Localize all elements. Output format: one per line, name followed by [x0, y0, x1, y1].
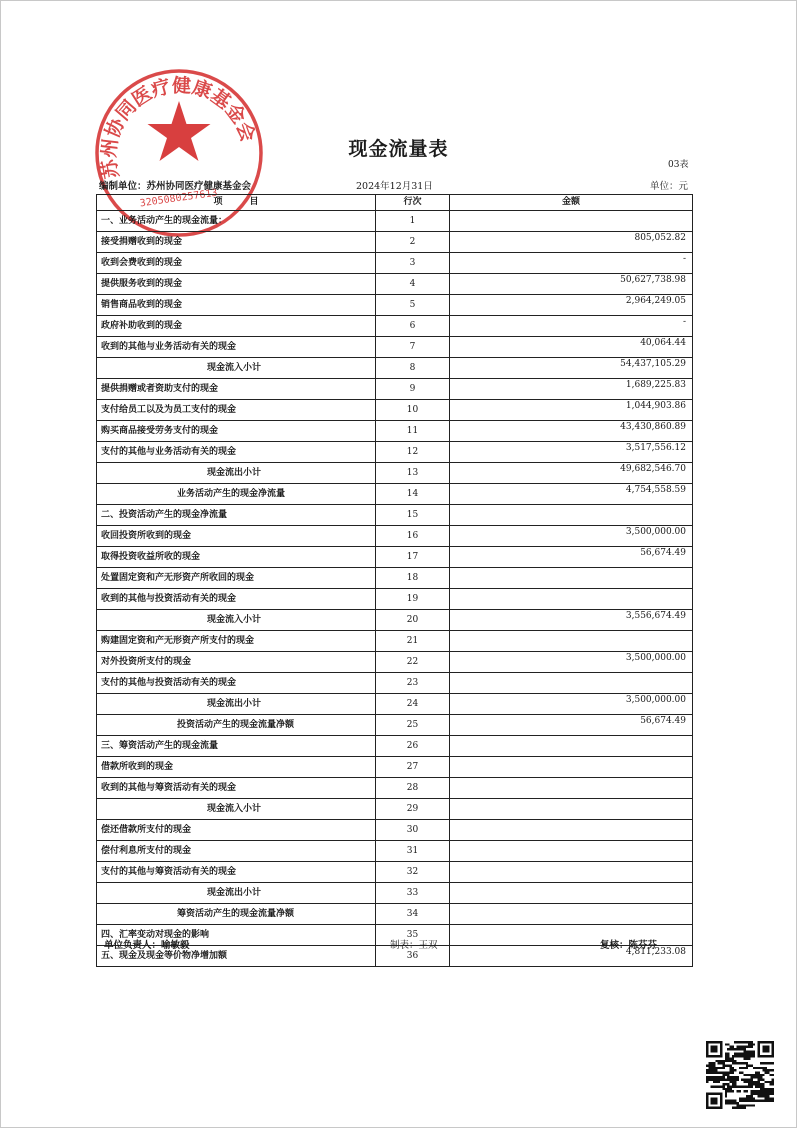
row-amount: 805,052.82: [450, 232, 693, 253]
row-line-number: 27: [376, 757, 450, 778]
row-item: 收到的其他与投资活动有关的现金: [97, 589, 376, 610]
row-item: 现金流出小计: [97, 694, 376, 715]
row-line-number: 22: [376, 652, 450, 673]
row-line-number: 9: [376, 379, 450, 400]
row-amount: [450, 778, 693, 799]
table-row: [97, 337, 693, 358]
row-item: 购买商品接受劳务支付的现金: [97, 421, 376, 442]
row-amount: 1,044,903.86: [450, 400, 693, 421]
table-row: [97, 736, 693, 757]
row-amount: 3,556,674.49: [450, 610, 693, 631]
row-item: 购建固定资和产无形资产所支付的现金: [97, 631, 376, 652]
row-item: 提供捐赠或者资助支付的现金: [97, 379, 376, 400]
preparer-signature: 制表：王双: [390, 940, 438, 951]
row-line-number: 33: [376, 883, 450, 904]
row-item: 支付的其他与投资活动有关的现金: [97, 673, 376, 694]
row-line-number: 6: [376, 316, 450, 337]
row-amount: [450, 211, 693, 232]
row-line-number: 21: [376, 631, 450, 652]
row-amount: 49,682,546.70: [450, 463, 693, 484]
cash-flow-table: [96, 194, 693, 967]
row-line-number: 29: [376, 799, 450, 820]
row-line-number: 3: [376, 253, 450, 274]
table-row: [97, 673, 693, 694]
org-label: 编制单位：苏州协同医疗健康基金会: [99, 181, 252, 192]
row-item: 偿还借款所支付的现金: [97, 820, 376, 841]
row-item: 偿付利息所支付的现金: [97, 841, 376, 862]
row-amount: 54,437,105.29: [450, 358, 693, 379]
table-row: [97, 883, 693, 904]
row-item: 筹资活动产生的现金流量净额: [97, 904, 376, 925]
table-row: [97, 589, 693, 610]
row-amount: [450, 568, 693, 589]
row-item: 二、投资活动产生的现金净流量: [97, 505, 376, 526]
row-line-number: 25: [376, 715, 450, 736]
table-row: [97, 379, 693, 400]
table-row: [97, 820, 693, 841]
row-amount: 43,430,860.89: [450, 421, 693, 442]
table-row: [97, 841, 693, 862]
header-amount: 金额: [450, 195, 693, 211]
row-line-number: 30: [376, 820, 450, 841]
row-line-number: 14: [376, 484, 450, 505]
table-row: [97, 400, 693, 421]
table-row: [97, 442, 693, 463]
row-amount: [450, 820, 693, 841]
row-item: 投资活动产生的现金流量净额: [97, 715, 376, 736]
table-header-row: [97, 195, 693, 211]
table-row: [97, 253, 693, 274]
row-amount: [450, 631, 693, 652]
row-line-number: 1: [376, 211, 450, 232]
row-amount: 3,500,000.00: [450, 652, 693, 673]
row-amount: [450, 505, 693, 526]
row-line-number: 2: [376, 232, 450, 253]
table-row: [97, 862, 693, 883]
row-item: 收到的其他与业务活动有关的现金: [97, 337, 376, 358]
row-item: 销售商品收到的现金: [97, 295, 376, 316]
row-amount: [450, 904, 693, 925]
row-line-number: 5: [376, 295, 450, 316]
row-amount: 1,689,225.83: [450, 379, 693, 400]
row-line-number: 15: [376, 505, 450, 526]
row-line-number: 12: [376, 442, 450, 463]
table-row: [97, 505, 693, 526]
table-row: [97, 610, 693, 631]
row-line-number: 32: [376, 862, 450, 883]
table-row: [97, 526, 693, 547]
row-item: 支付给员工以及为员工支付的现金: [97, 400, 376, 421]
table-body: [97, 211, 693, 967]
table-row: [97, 358, 693, 379]
table-row: [97, 631, 693, 652]
table-row: [97, 232, 693, 253]
row-amount: 50,627,738.98: [450, 274, 693, 295]
row-amount: [450, 883, 693, 904]
row-item: 取得投资收益所收的现金: [97, 547, 376, 568]
seal-number: 3205080257613: [139, 187, 219, 210]
row-item: 支付的其他与业务活动有关的现金: [97, 442, 376, 463]
row-item: 政府补助收到的现金: [97, 316, 376, 337]
table-row: [97, 211, 693, 232]
row-item: 收到的其他与筹资活动有关的现金: [97, 778, 376, 799]
row-amount: 2,964,249.05: [450, 295, 693, 316]
row-line-number: 7: [376, 337, 450, 358]
qr-code-icon: [706, 1041, 774, 1109]
row-item: 接受捐赠收到的现金: [97, 232, 376, 253]
row-amount: [450, 862, 693, 883]
table-row: [97, 295, 693, 316]
row-item: 五、现金及现金等价物净增加额: [97, 946, 376, 967]
table-row: [97, 484, 693, 505]
row-line-number: 26: [376, 736, 450, 757]
row-item: 借款所收到的现金: [97, 757, 376, 778]
row-line-number: 31: [376, 841, 450, 862]
row-line-number: 34: [376, 904, 450, 925]
table-row: [97, 715, 693, 736]
row-amount: -: [450, 316, 693, 337]
row-item: 收到会费收到的现金: [97, 253, 376, 274]
row-amount: 56,674.49: [450, 547, 693, 568]
row-line-number: 20: [376, 610, 450, 631]
row-line-number: 28: [376, 778, 450, 799]
row-item: 一、业务活动产生的现金流量：: [97, 211, 376, 232]
row-item: 四、汇率变动对现金的影响: [97, 925, 376, 946]
row-item: 处置固定资和产无形资产所收回的现金: [97, 568, 376, 589]
page-title: 现金流量表: [348, 138, 449, 160]
table-row: [97, 274, 693, 295]
row-line-number: 4: [376, 274, 450, 295]
row-amount: 3,500,000.00: [450, 526, 693, 547]
table-row: [97, 757, 693, 778]
row-amount: [450, 589, 693, 610]
table-row: [97, 904, 693, 925]
row-item: 收回投资所收到的现金: [97, 526, 376, 547]
row-amount: 56,674.49: [450, 715, 693, 736]
table-row: [97, 652, 693, 673]
row-line-number: 35: [376, 925, 450, 946]
report-date: 2024年12月31日: [356, 181, 433, 192]
row-item: 对外投资所支付的现金: [97, 652, 376, 673]
row-line-number: 17: [376, 547, 450, 568]
table-row: [97, 568, 693, 589]
table-row: [97, 778, 693, 799]
row-amount: 4,811,233.08: [450, 946, 693, 967]
header-item: 项 目: [97, 195, 376, 211]
row-line-number: 11: [376, 421, 450, 442]
table-row: [97, 547, 693, 568]
row-amount: [450, 757, 693, 778]
row-line-number: 18: [376, 568, 450, 589]
row-item: 三、筹资活动产生的现金流量: [97, 736, 376, 757]
reviewer-signature: 复核：陈芬芬: [600, 940, 658, 951]
row-line-number: 24: [376, 694, 450, 715]
row-item: 提供服务收到的现金: [97, 274, 376, 295]
table-row: [97, 694, 693, 715]
row-line-number: 19: [376, 589, 450, 610]
row-amount: -: [450, 253, 693, 274]
row-line-number: 13: [376, 463, 450, 484]
row-amount: 3,517,556.12: [450, 442, 693, 463]
row-item: 现金流出小计: [97, 883, 376, 904]
table-row: [97, 463, 693, 484]
row-item: 业务活动产生的现金净流量: [97, 484, 376, 505]
row-item: 现金流入小计: [97, 799, 376, 820]
row-amount: [450, 736, 693, 757]
form-code: 03表: [668, 160, 689, 170]
row-amount: [450, 799, 693, 820]
table-row: [97, 799, 693, 820]
row-amount: [450, 673, 693, 694]
row-amount: 4,754,558.59: [450, 484, 693, 505]
seal-text: 苏州协同医疗健康基金会: [97, 74, 259, 181]
header-line: 行次: [376, 195, 450, 211]
row-line-number: 8: [376, 358, 450, 379]
row-item: 现金流入小计: [97, 358, 376, 379]
head-signature: 单位负责人：喻敏毅: [104, 940, 190, 951]
row-amount: 40,064.44: [450, 337, 693, 358]
row-amount: [450, 841, 693, 862]
row-line-number: 23: [376, 673, 450, 694]
row-item: 现金流入小计: [97, 610, 376, 631]
row-line-number: 10: [376, 400, 450, 421]
row-amount: 3,500,000.00: [450, 694, 693, 715]
row-line-number: 36: [376, 946, 450, 967]
row-item: 支付的其他与筹资活动有关的现金: [97, 862, 376, 883]
row-line-number: 16: [376, 526, 450, 547]
currency-unit: 单位：元: [650, 181, 689, 192]
table-row: [97, 316, 693, 337]
row-item: 现金流出小计: [97, 463, 376, 484]
table-row: [97, 421, 693, 442]
